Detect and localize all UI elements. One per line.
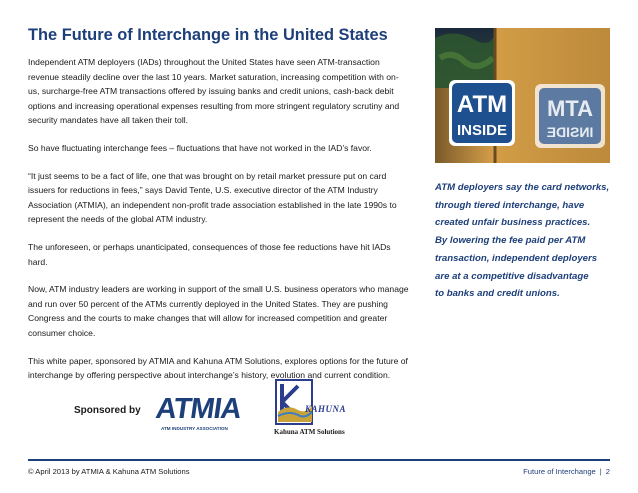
paragraph: The unforeseen, or perhaps unanticipated, consequences of those fee reductions have hit IADs hard. (28, 241, 391, 267)
atm-inside-photo (435, 28, 610, 163)
page-number: 2 (605, 467, 610, 476)
sign-text-inside: INSIDE (456, 122, 508, 139)
reflected-sign-text-atm: ATM (546, 96, 594, 121)
kahuna-mark-icon (274, 378, 314, 426)
footer-copyright: © April 2013 by ATMIA & Kahuna ATM Solutions (28, 467, 190, 476)
pull-quote-line: By lowering the fee paid per ATM (435, 235, 586, 247)
sign-text-atm: ATM (456, 91, 508, 118)
paragraph: This white paper, sponsored by ATMIA and Kahuna ATM Solutions, explores options for the future of interchange by offering perspective about interchange’s history, evolution and current condition. (28, 355, 408, 381)
paragraph: “It just seems to be a fact of life, one that was brought on by retail market pressure put on card issuers for reductions in fees,” says David Tente, U.S. executive director of the ATM Industry Association (ATMIA), an independent non-profit trade association established in the late 1990s to represent the needs of the global ATM industry. (28, 170, 397, 225)
kahuna-logo-subtext: Kahuna ATM Solutions (274, 428, 345, 436)
reflected-sign-text-inside: INSIDE (546, 124, 594, 140)
article-body (28, 55, 410, 396)
atmia-logo-text: ATMIA (153, 393, 243, 425)
paragraph: So have fluctuating interchange fees – fluctuations that have not worked in the IAD’s favor. (28, 142, 372, 153)
pull-quote-line: ATM deployers say the card networks, (435, 182, 610, 193)
atmia-logo (153, 393, 248, 432)
paragraph: Now, ATM industry leaders are working in support of the small U.S. business operators who manage and run over 50 percent of the ATMs currently deployed in the United States. They are pushing Congress and the courts to make changes that will allow for increased competition and greater consumer choice. (28, 284, 409, 338)
sponsored-by-label: Sponsored by (74, 405, 141, 416)
pull-quote-line: are at a competitive disadvantage (435, 270, 589, 282)
pull-quote (435, 179, 615, 303)
pull-quote-line: through tiered interchange, have (435, 199, 585, 211)
pull-quote-line: transaction, independent deployers (435, 252, 598, 264)
kahuna-logo (272, 378, 360, 442)
atmia-logo-subtext: ATM INDUSTRY ASSOCIATION (161, 426, 228, 431)
footer-doc-title: Future of Interchange (523, 467, 596, 476)
page-title: The Future of Interchange in the United States (28, 26, 388, 44)
paragraph: Independent ATM deployers (IADs) throughout the United States have seen ATM-transaction revenue steadily decline over the last 10 years. Market saturation, increasing competition with on-us, surcharge-free ATM transactions offered by issuing banks and credit unions, cash-back debit options and increasing operational expenses resulting from more stringent regulatory scrutiny and security mandates have all taken their toll. (28, 57, 400, 126)
footer-page-info (523, 467, 610, 476)
pull-quote-line: created unfair business practices. (435, 217, 591, 229)
kahuna-logo-text: KAHUNA (305, 404, 347, 414)
footer-separator: | (599, 467, 602, 476)
pull-quote-line: to banks and credit unions. (435, 288, 560, 300)
atm-inside-photo-illustration (435, 28, 610, 163)
footer-divider (28, 459, 610, 461)
